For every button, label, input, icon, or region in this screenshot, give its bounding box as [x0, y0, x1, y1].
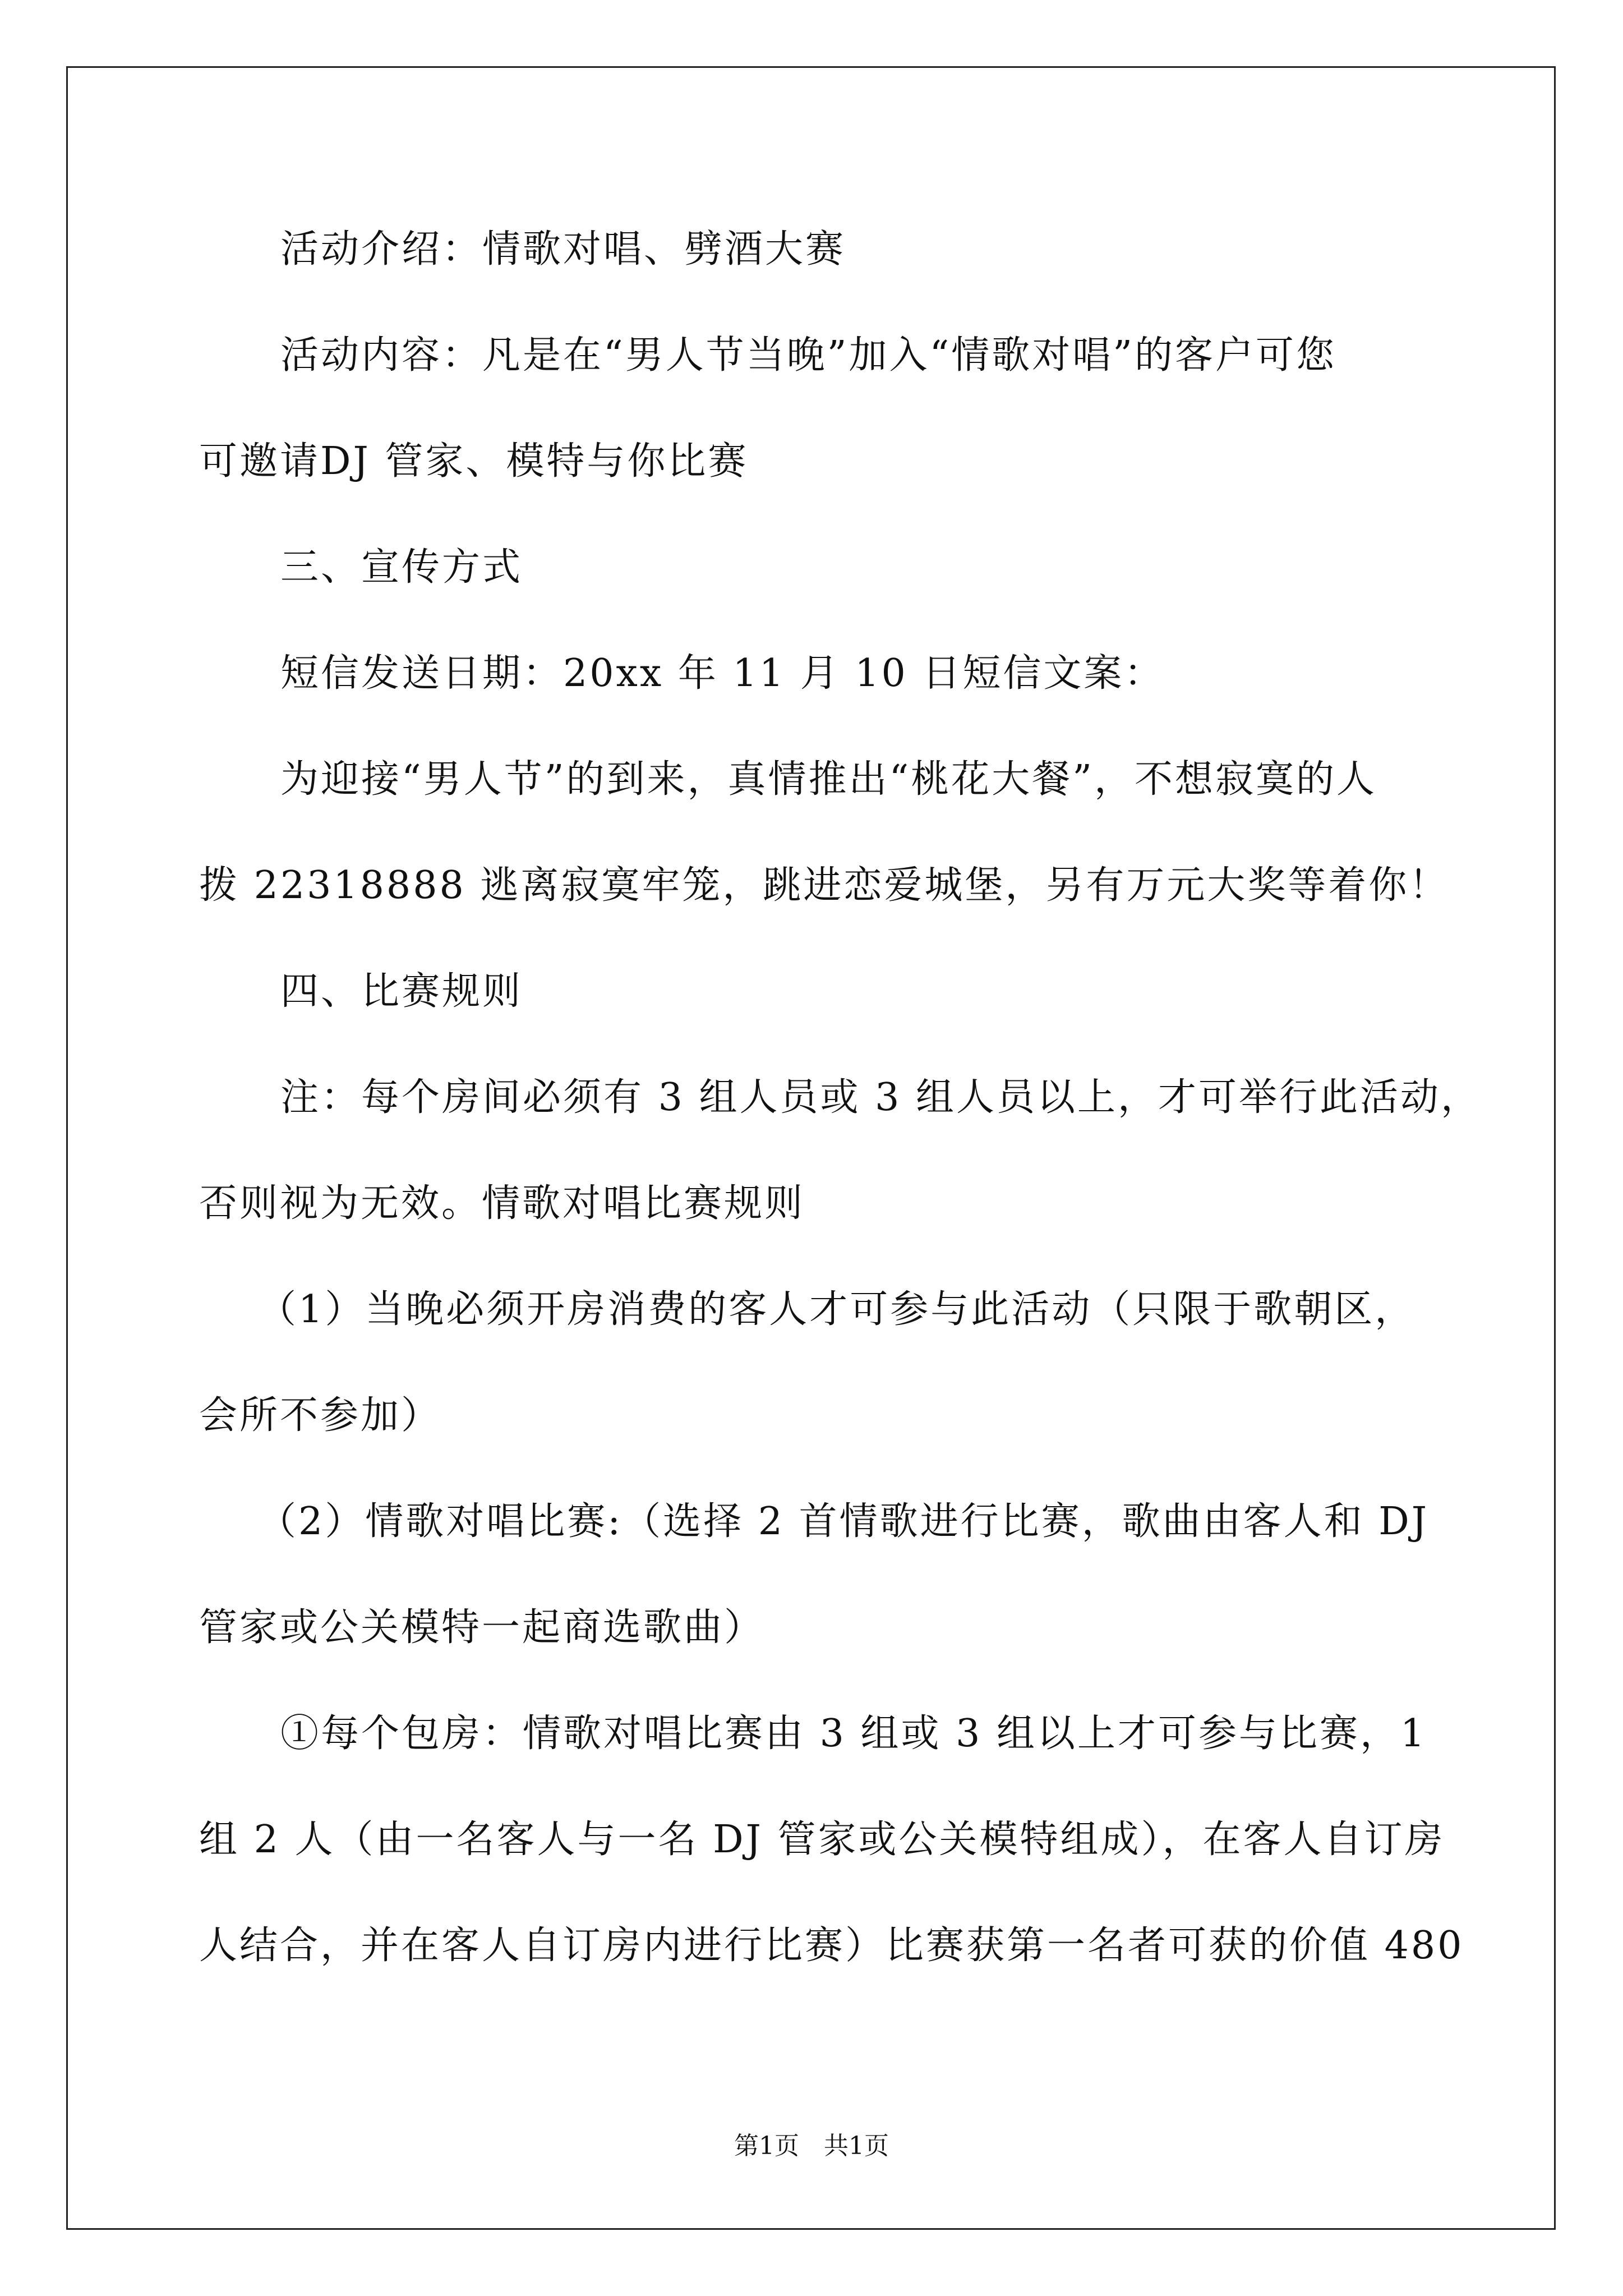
paragraph-line: ①每个包房：情歌对唱比赛由 3 组或 3 组以上才可参与比赛，1: [280, 1711, 1427, 1756]
paragraph-line: 短信发送日期：20xx 年 11 月 10 日短信文案：: [280, 651, 1165, 696]
page-footer: 第1页 共1页: [734, 2132, 889, 2160]
paragraph-line: 为迎接“男人节”的到来，真情推出“桃花大餐”，不想寂寞的人: [280, 757, 1377, 802]
paragraph-line: 可邀请DJ 管家、模特与你比赛: [199, 439, 749, 484]
paragraph-line: 注：每个房间必须有 3 组人员或 3 组人员以上，才可举行此活动，: [280, 1075, 1481, 1120]
paragraph-line: 人结合，并在客人自订房内进行比赛）比赛获第一名者可获的价值 480: [199, 1924, 1464, 1968]
paragraph-line: （1）当晚必须开房消费的客人才可参与此活动（只限于歌朝区，: [258, 1287, 1415, 1332]
paragraph-line: 活动内容：凡是在“男人节当晚”加入“情歌对唱”的客户可您: [280, 333, 1337, 378]
section-heading: 三、宣传方式: [280, 545, 523, 590]
paragraph-line: 管家或公关模特一起商选歌曲）: [199, 1605, 765, 1650]
section-heading: 四、比赛规则: [280, 969, 523, 1014]
paragraph-line: 拨 22318888 逃离寂寞牢笼，跳进恋爱城堡，另有万元大奖等着你！: [199, 863, 1450, 908]
paragraph-line: 否则视为无效。情歌对唱比赛规则: [199, 1181, 805, 1226]
paragraph-line: （2）情歌对唱比赛:（选择 2 首情歌进行比赛，歌曲由客人和 DJ: [258, 1499, 1430, 1544]
paragraph-line: 组 2 人（由一名客人与一名 DJ 管家或公关模特组成），在客人自订房: [199, 1818, 1445, 1862]
paragraph-line: 会所不参加）: [199, 1393, 442, 1438]
paragraph-line: 活动介绍：情歌对唱、劈酒大赛: [280, 227, 846, 272]
